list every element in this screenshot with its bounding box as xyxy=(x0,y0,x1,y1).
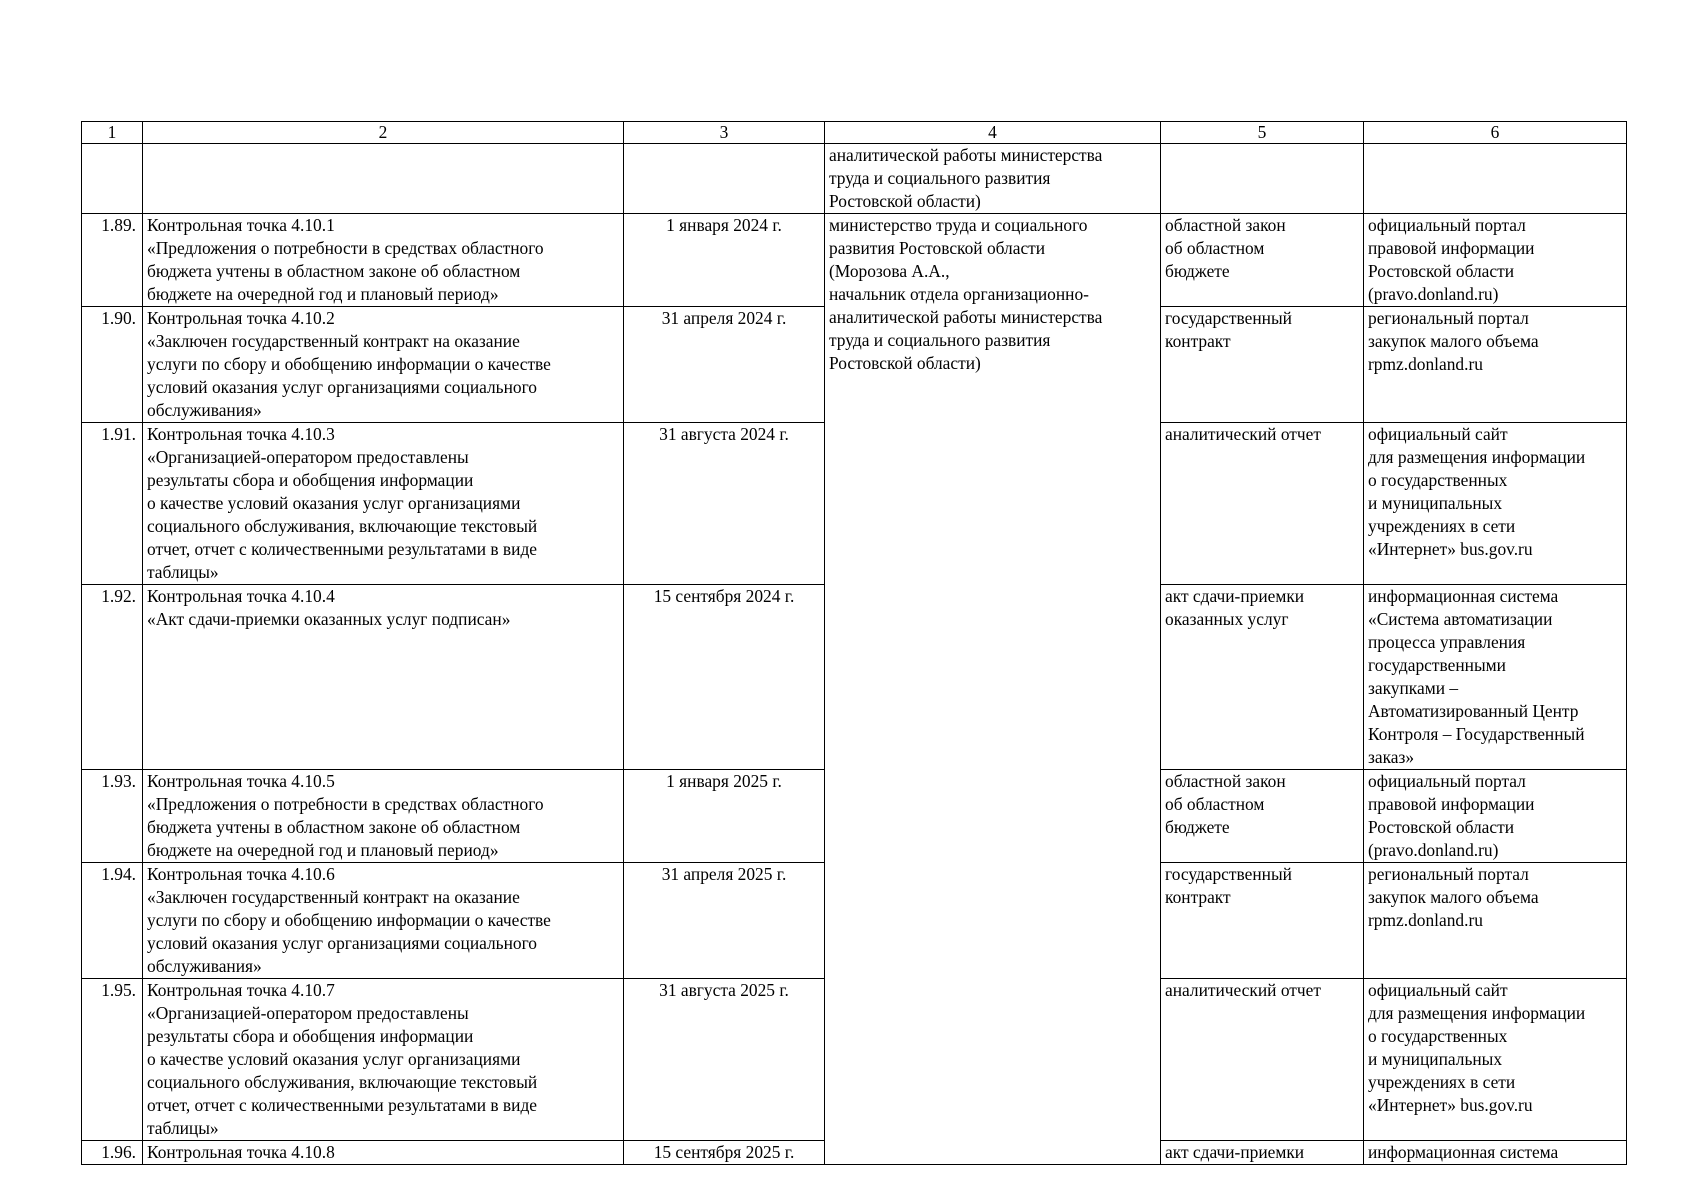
deadline-date: 31 августа 2025 г. xyxy=(624,979,825,1141)
column-number-6: 6 xyxy=(1364,122,1627,144)
row-number: 1.93. xyxy=(82,770,143,863)
document-type: акт сдачи-приемки xyxy=(1161,1141,1364,1165)
information-source: официальный сайт для размещения информации о государственных и муниципальных учреждениях в сети «Интернет» bus.gov.ru xyxy=(1364,979,1627,1141)
deadline-date xyxy=(624,144,825,214)
information-source: региональный портал закупок малого объема rpmz.donland.ru xyxy=(1364,307,1627,423)
document-type: государственный контракт xyxy=(1161,307,1364,423)
row-number: 1.91. xyxy=(82,423,143,585)
information-source xyxy=(1364,144,1627,214)
control-point-description xyxy=(143,144,624,214)
deadline-date: 1 января 2025 г. xyxy=(624,770,825,863)
deadline-date: 31 апреля 2024 г. xyxy=(624,307,825,423)
row-number: 1.95. xyxy=(82,979,143,1141)
row-number xyxy=(82,144,143,214)
row-number: 1.94. xyxy=(82,863,143,979)
deadline-date: 15 сентября 2024 г. xyxy=(624,585,825,770)
deadline-date: 31 августа 2024 г. xyxy=(624,423,825,585)
document-type: государственный контракт xyxy=(1161,863,1364,979)
column-number-5: 5 xyxy=(1161,122,1364,144)
column-number-1: 1 xyxy=(82,122,143,144)
control-point-description: Контрольная точка 4.10.1 «Предложения о потребности в средствах областного бюджета учтены в областном законе об областном бюджете на очередной год и плановый период» xyxy=(143,214,624,307)
control-point-description: Контрольная точка 4.10.6 «Заключен государственный контракт на оказание услуги по сбору и обобщению информации о качестве условий оказания услуг организациями социального обслуживания» xyxy=(143,863,624,979)
information-source: официальный портал правовой информации Ростовской области (pravo.donland.ru) xyxy=(1364,214,1627,307)
document-type: областной закон об областном бюджете xyxy=(1161,770,1364,863)
column-number-row xyxy=(82,122,1627,144)
information-source: региональный портал закупок малого объема rpmz.donland.ru xyxy=(1364,863,1627,979)
row-number: 1.89. xyxy=(82,214,143,307)
information-source: информационная система xyxy=(1364,1141,1627,1165)
responsible-executor: аналитической работы министерства труда и социального развития Ростовской области) xyxy=(825,144,1161,214)
control-point-description: Контрольная точка 4.10.8 xyxy=(143,1141,624,1165)
deadline-date: 15 сентября 2025 г. xyxy=(624,1141,825,1165)
responsible-executor: министерство труда и социального развития Ростовской области (Морозова А.А., начальник отдела организационно- аналитической работы министерства труда и социального развития Ростовской области) xyxy=(825,214,1161,1165)
column-number-2: 2 xyxy=(143,122,624,144)
control-point-description: Контрольная точка 4.10.7 «Организацией-оператором предоставлены результаты сбора и обобщения информации о качестве условий оказания услуг организациями социального обслуживания, включающие текстовый отчет, отчет с количественными результатами в виде таблицы» xyxy=(143,979,624,1141)
document-type: областной закон об областном бюджете xyxy=(1161,214,1364,307)
row-number: 1.90. xyxy=(82,307,143,423)
table-row xyxy=(82,144,1627,214)
control-point-description: Контрольная точка 4.10.5 «Предложения о потребности в средствах областного бюджета учтены в областном законе об областном бюджете на очередной год и плановый период» xyxy=(143,770,624,863)
control-point-description: Контрольная точка 4.10.4 «Акт сдачи-приемки оказанных услуг подписан» xyxy=(143,585,624,770)
table-row xyxy=(82,214,1627,307)
column-number-3: 3 xyxy=(624,122,825,144)
deadline-date: 1 января 2024 г. xyxy=(624,214,825,307)
information-source: информационная система «Система автоматизации процесса управления государственными закупками – Автоматизированный Центр Контроля – Государственный заказ» xyxy=(1364,585,1627,770)
document-type: аналитический отчет xyxy=(1161,423,1364,585)
information-source: официальный сайт для размещения информации о государственных и муниципальных учреждениях в сети «Интернет» bus.gov.ru xyxy=(1364,423,1627,585)
control-points-table xyxy=(81,121,1627,1165)
row-number: 1.92. xyxy=(82,585,143,770)
document-type: акт сдачи-приемки оказанных услуг xyxy=(1161,585,1364,770)
row-number: 1.96. xyxy=(82,1141,143,1165)
control-point-description: Контрольная точка 4.10.2 «Заключен государственный контракт на оказание услуги по сбору и обобщению информации о качестве условий оказания услуг организациями социального обслуживания» xyxy=(143,307,624,423)
deadline-date: 31 апреля 2025 г. xyxy=(624,863,825,979)
column-number-4: 4 xyxy=(825,122,1161,144)
document-type xyxy=(1161,144,1364,214)
information-source: официальный портал правовой информации Ростовской области (pravo.donland.ru) xyxy=(1364,770,1627,863)
control-point-description: Контрольная точка 4.10.3 «Организацией-оператором предоставлены результаты сбора и обобщения информации о качестве условий оказания услуг организациями социального обслуживания, включающие текстовый отчет, отчет с количественными результатами в виде таблицы» xyxy=(143,423,624,585)
document-type: аналитический отчет xyxy=(1161,979,1364,1141)
